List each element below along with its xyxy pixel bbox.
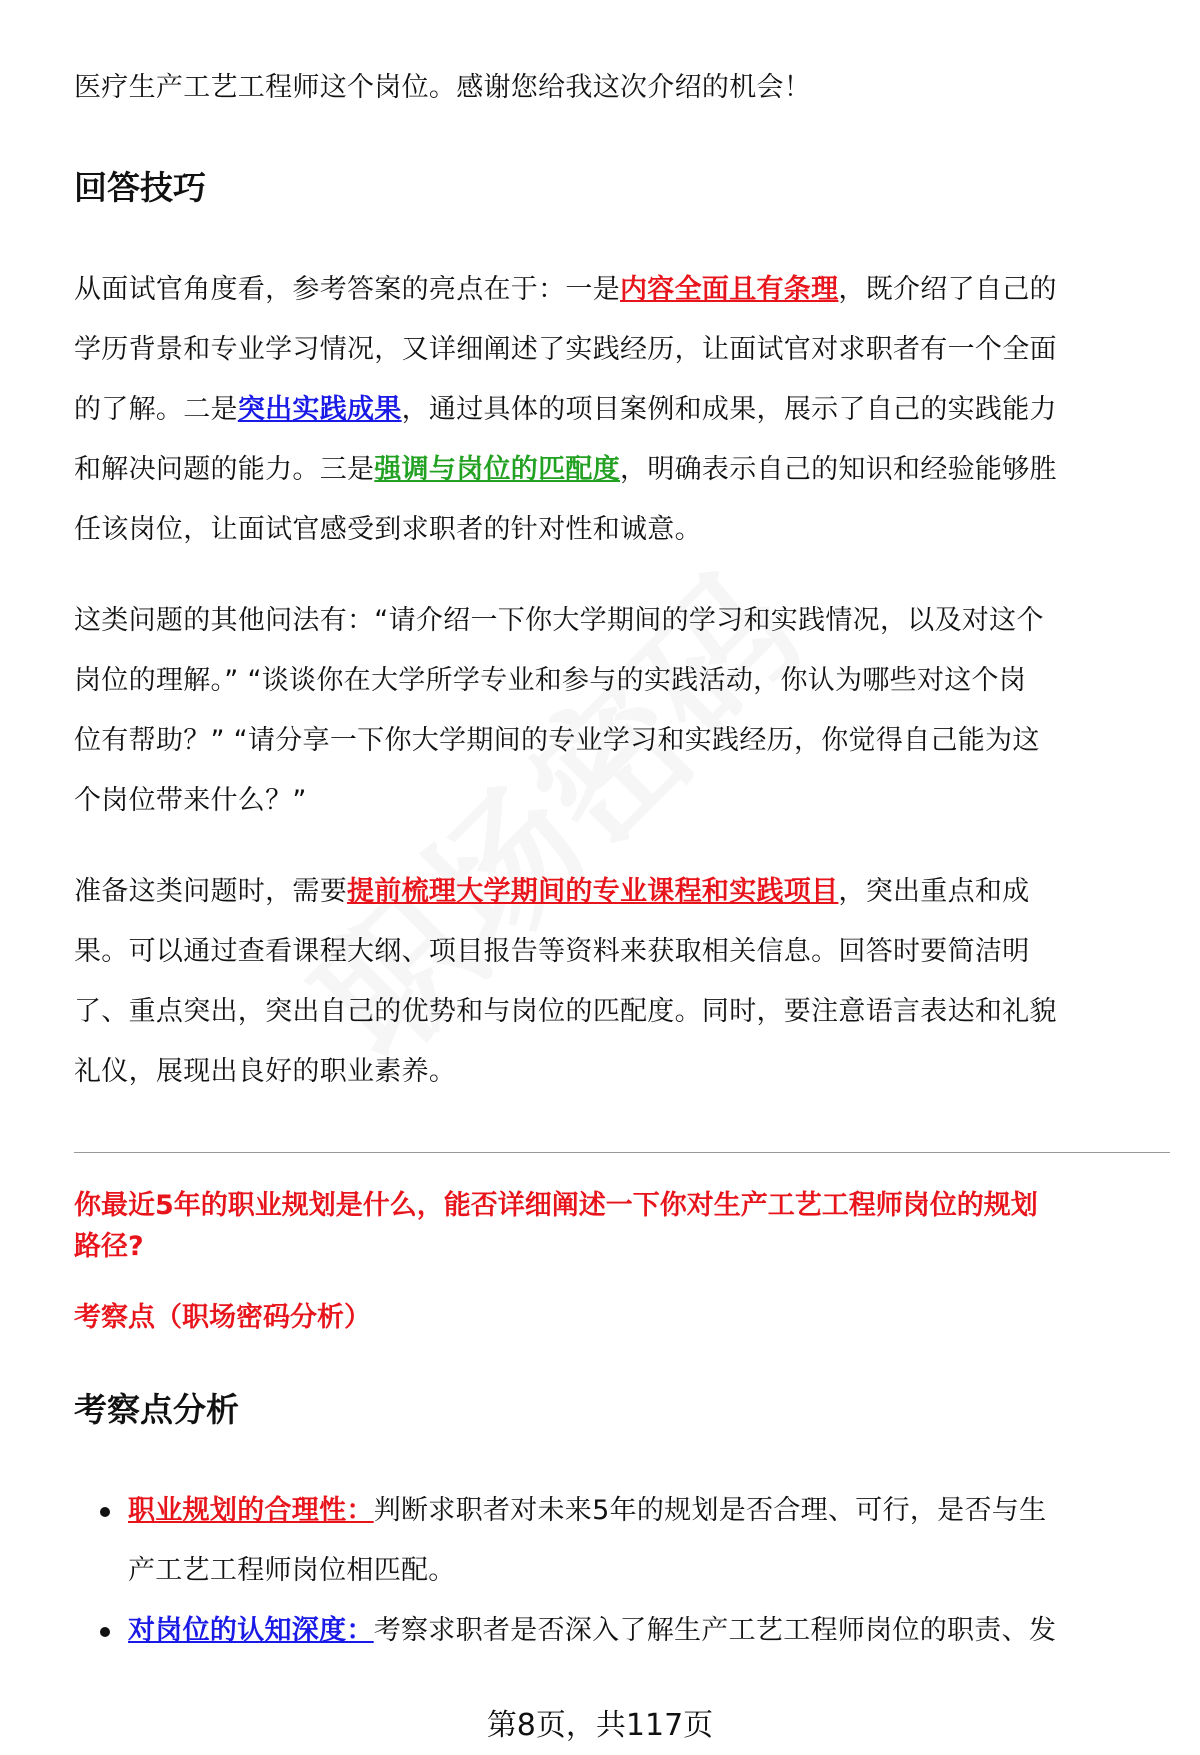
page-number: 第8页，共117页 — [486, 1708, 714, 1743]
text-segment: 任该岗位，让面试官感受到求职者的针对性和诚意。 — [74, 514, 702, 545]
text-segment: 产工艺工程师岗位相匹配。 — [128, 1555, 456, 1586]
text-segment: 位有帮助？” “请分享一下你大学期间的专业学习和实践经历，你觉得自己能为这 — [74, 725, 1040, 756]
text-line — [74, 994, 1057, 1030]
text-line — [128, 1613, 1056, 1649]
text-segment: ，明确表示自己的知识和经验能够胜 — [620, 454, 1057, 485]
text-segment: 考察求职者是否深入了解生产工艺工程师岗位的职责、发 — [373, 1615, 1057, 1646]
text-segment: 判断求职者对未来5年的规划是否合理、可行，是否与生 — [373, 1495, 1047, 1526]
text-segment: 准备这类问题时，需要 — [74, 876, 347, 907]
bullet-icon — [100, 1627, 110, 1637]
text-segment: 学历背景和专业学习情况，又详细阐述了实践经历，让面试官对求职者有一个全面 — [74, 334, 1057, 365]
text-line — [74, 452, 1057, 488]
text-segment: 这类问题的其他问法有：“请介绍一下你大学期间的学习和实践情况，以及对这个 — [74, 605, 1044, 636]
text-segment: 岗位的理解。” “谈谈你在大学所学专业和参与的实践活动，你认为哪些对这个岗 — [74, 665, 1027, 696]
text-line — [74, 934, 1030, 970]
text-segment: 从面试官角度看，参考答案的亮点在于：一是 — [74, 274, 620, 305]
bullet-icon — [100, 1507, 110, 1517]
text-segment: 果。可以通过查看课程大纲、项目报告等资料来获取相关信息。回答时要简洁明 — [74, 936, 1030, 967]
exam-point-label: 考察点（职场密码分析） — [74, 1302, 371, 1333]
text-line — [128, 1553, 456, 1589]
text-segment: 个岗位带来什么？” — [74, 785, 307, 816]
text-segment: ，既介绍了自己的 — [838, 274, 1057, 305]
text-line — [74, 1054, 456, 1090]
question-line-2: 路径? — [74, 1231, 144, 1262]
text-line — [74, 874, 1030, 910]
intro-line: 医疗生产工艺工程师这个岗位。感谢您给我这次介绍的机会！ — [74, 72, 812, 103]
highlight-blue: 对岗位的认知深度： — [128, 1615, 374, 1646]
highlight-blue: 突出实践成果 — [237, 394, 402, 425]
heading-answer-tips: 回答技巧 — [74, 168, 206, 207]
divider — [74, 1152, 1170, 1153]
text-line — [74, 272, 1057, 308]
text-line — [74, 783, 307, 819]
text-segment: ，突出重点和成 — [838, 876, 1030, 907]
text-line — [74, 663, 1026, 699]
text-line — [74, 392, 1057, 428]
heading-analysis: 考察点分析 — [74, 1390, 239, 1429]
text-line — [74, 723, 1040, 759]
text-segment: ，通过具体的项目案例和成果，展示了自己的实践能力 — [401, 394, 1057, 425]
highlight-red: 内容全面且有条理 — [620, 274, 839, 305]
highlight-red: 提前梳理大学期间的专业课程和实践项目 — [347, 876, 839, 907]
text-segment: 礼仪，展现出良好的职业素养。 — [74, 1056, 457, 1087]
text-segment: 的了解。二是 — [74, 394, 238, 425]
highlight-red: 职业规划的合理性： — [128, 1495, 374, 1526]
text-segment: 和解决问题的能力。三是 — [74, 454, 375, 485]
highlight-green: 强调与岗位的匹配度 — [374, 454, 621, 485]
text-line — [74, 512, 702, 548]
text-line — [74, 332, 1057, 368]
text-line — [74, 603, 1044, 639]
question-line-1: 你最近5年的职业规划是什么，能否详细阐述一下你对生产工艺工程师岗位的规划 — [74, 1190, 1038, 1221]
text-segment: 了、重点突出，突出自己的优势和与岗位的匹配度。同时，要注意语言表达和礼貌 — [74, 996, 1057, 1027]
text-line — [128, 1493, 1046, 1529]
